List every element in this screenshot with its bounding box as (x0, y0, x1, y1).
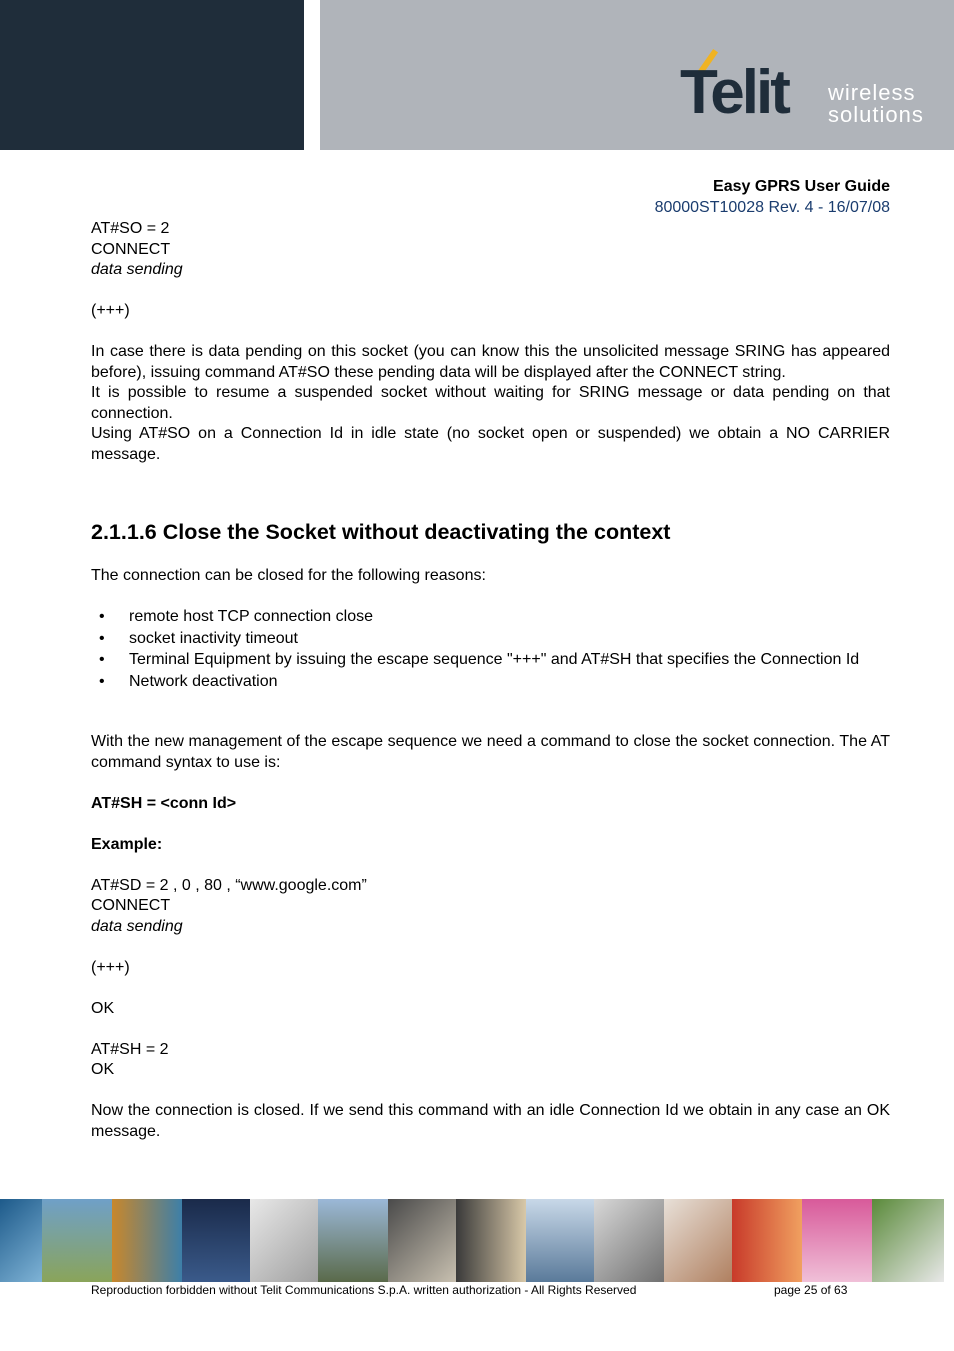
code-line: AT#SD = 2 , 0 , 80 , “www.google.com” (91, 876, 367, 894)
header-banner-dark (0, 0, 304, 150)
page-number: page 25 of 63 (774, 1283, 848, 1297)
paragraph: It is possible to resume a suspended socket without waiting for SRING message or data pending on that connection. (91, 384, 890, 422)
list-item: • Terminal Equipment by issuing the escape sequence "+++" and AT#SH that specifies the Connection Id (91, 650, 890, 671)
command-syntax: AT#SH = <conn Id> (91, 794, 237, 812)
code-line: data sending (91, 261, 183, 278)
code-line: AT#SO = 2 (91, 220, 170, 237)
photo-tile (456, 1199, 526, 1282)
paragraph: Using AT#SO on a Connection Id in idle state (no socket open or suspended) we obtain a NO CARRIER message. (91, 425, 890, 463)
footer-photo-strip (0, 1199, 954, 1282)
photo-tile (388, 1199, 456, 1282)
photo-tile (526, 1199, 594, 1282)
logo-tagline-solutions: solutions (828, 102, 924, 127)
code-line: data sending (91, 917, 183, 935)
copyright-notice: Reproduction forbidden without Telit Communications S.p.A. written authorization - All Rights Reserved (91, 1283, 637, 1297)
example-label: Example: (91, 835, 163, 853)
photo-tile (594, 1199, 664, 1282)
list-item: • Network deactivation (91, 672, 890, 693)
section-heading: 2.1.1.6 Close the Socket without deactivating the context (91, 520, 671, 544)
photo-tile (250, 1199, 318, 1282)
paragraph: With the new management of the escape sequence we need a command to close the socket connection. The AT command syntax to use is: (91, 733, 890, 771)
paragraph: The connection can be closed for the following reasons: (91, 567, 486, 584)
code-line: OK (91, 1061, 115, 1078)
photo-tile (664, 1199, 732, 1282)
code-line: AT#SH = 2 (91, 1040, 169, 1058)
photo-tile (732, 1199, 802, 1282)
document-title: Easy GPRS User Guide (713, 178, 890, 195)
list-item: • socket inactivity timeout (91, 629, 890, 650)
code-line: OK (91, 999, 115, 1017)
photo-tile (0, 1199, 42, 1282)
photo-tile (318, 1199, 388, 1282)
photo-tile (112, 1199, 182, 1282)
logo-wordmark: Telit (680, 58, 788, 127)
reasons-list (91, 607, 890, 692)
photo-tile (182, 1199, 250, 1282)
photo-tile (42, 1199, 112, 1282)
escape-sequence: (+++) (91, 302, 130, 319)
paragraph: In case there is data pending on this socket (you can know this the unsolicited message SRING has appeared before), issuing command AT#SO these pending data will be displayed after the CONNECT string. (91, 343, 890, 381)
list-item: • remote host TCP connection close (91, 607, 890, 628)
photo-tile (872, 1199, 944, 1282)
code-line: CONNECT (91, 240, 171, 258)
logo-tagline-wireless: wireless (828, 80, 916, 105)
escape-sequence: (+++) (91, 958, 130, 976)
page-content (91, 219, 890, 1142)
paragraph: Now the connection is closed. If we send this command with an idle Connection Id we obtain in any case an OK message. (91, 1102, 890, 1140)
telit-logo (676, 48, 936, 130)
code-line: CONNECT (91, 897, 171, 914)
document-revision: 80000ST10028 Rev. 4 - 16/07/08 (654, 199, 890, 216)
photo-tile (802, 1199, 872, 1282)
